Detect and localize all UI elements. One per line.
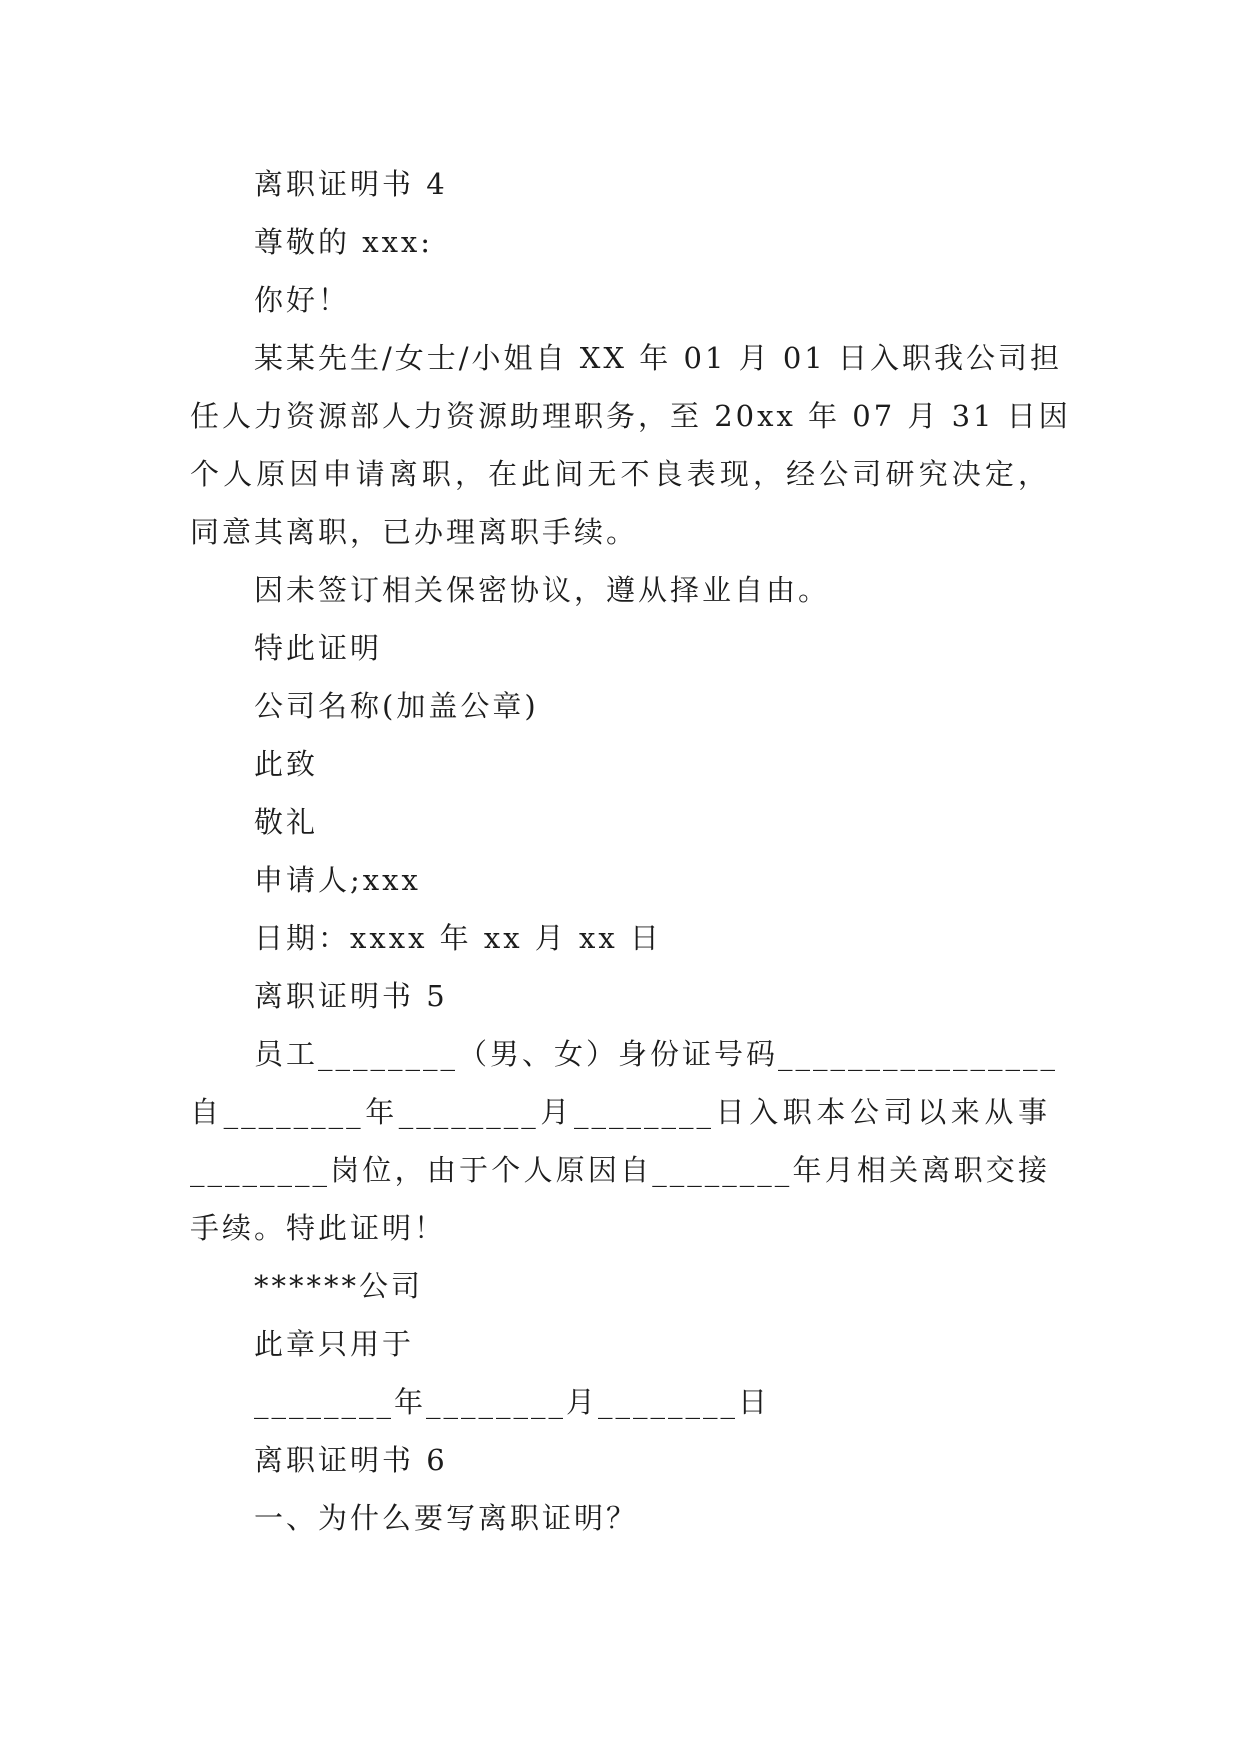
form-paragraph-line: 自________年________月________日入职本公司以来从事: [190, 1095, 1050, 1129]
body-paragraph-line: 同意其离职，已办理离职手续。: [190, 515, 639, 549]
section-title-certificate-6: 离职证明书 6: [254, 1443, 448, 1477]
blank-date-line: ________年________月________日: [254, 1385, 771, 1419]
form-paragraph-line: 员工________（男、女）身份证号码________________: [254, 1037, 1059, 1071]
company-name-seal: 公司名称(加盖公章): [254, 689, 539, 723]
body-paragraph-line: 任人力资源部人力资源助理职务，至 20xx 年 07 月 31 日因: [190, 399, 1071, 433]
section-title-certificate-5: 离职证明书 5: [254, 979, 448, 1013]
seal-usage-note: 此章只用于: [254, 1327, 415, 1361]
applicant-line: 申请人;xxx: [254, 863, 421, 897]
section-title-certificate-4: 离职证明书 4: [254, 167, 448, 201]
company-signature: ******公司: [254, 1269, 424, 1303]
confidentiality-note: 因未签订相关保密协议，遵从择业自由。: [254, 573, 831, 607]
salutation: 尊敬的 xxx:: [254, 225, 434, 259]
form-paragraph-line: 手续。特此证明！: [190, 1211, 447, 1245]
document-page: [190, 155, 1071, 1547]
date-line: 日期：xxxx 年 xx 月 xx 日: [254, 921, 662, 955]
body-paragraph-line: 某某先生/女士/小姐自 XX 年 01 月 01 日入职我公司担: [254, 341, 1062, 375]
section-question-heading: 一、为什么要写离职证明？: [254, 1501, 639, 1535]
closing-regards: 敬礼: [254, 805, 319, 839]
greeting: 你好！: [254, 283, 351, 317]
body-paragraph-line: 个人原因申请离职，在此间无不良表现，经公司研究决定，: [190, 457, 1050, 491]
form-paragraph-line: ________岗位，由于个人原因自________年月相关离职交接: [190, 1153, 1050, 1187]
certification-statement: 特此证明: [254, 631, 383, 665]
closing-line: 此致: [254, 747, 319, 781]
